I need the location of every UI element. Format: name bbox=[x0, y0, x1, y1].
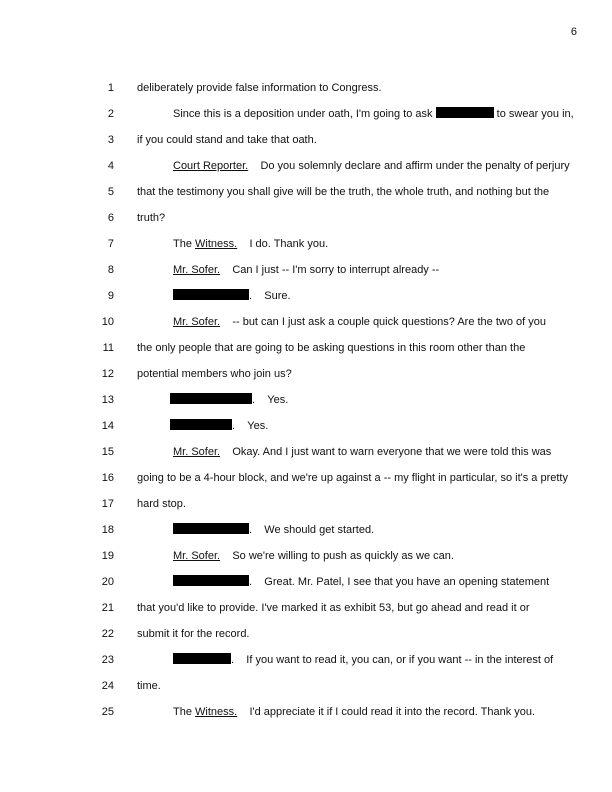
line-text-part: If you want to read it, you can, or if you want -- in the interest of bbox=[246, 654, 554, 666]
line-number: 14 bbox=[101, 420, 114, 432]
transcript-line bbox=[0, 210, 612, 226]
line-text-part: Can I just -- I'm sorry to interrupt already -- bbox=[232, 264, 440, 276]
transcript-line bbox=[0, 704, 612, 720]
line-text bbox=[173, 548, 454, 564]
line-number: 23 bbox=[101, 654, 114, 666]
transcript-line bbox=[0, 652, 612, 668]
line-text: if you could stand and take that oath. bbox=[137, 134, 317, 146]
line-text-part: We should get started. bbox=[264, 524, 375, 536]
line-number: 10 bbox=[101, 316, 114, 328]
line-text bbox=[173, 106, 574, 122]
redaction-bar bbox=[173, 653, 231, 664]
line-text: truth? bbox=[137, 212, 166, 224]
transcript-line bbox=[0, 496, 612, 512]
line-text bbox=[173, 158, 570, 174]
line-text: that you'd like to provide. I've marked it as exhibit 53, but go ahead and read it or bbox=[137, 602, 530, 614]
line-number: 15 bbox=[101, 446, 114, 458]
transcript-line bbox=[0, 600, 612, 616]
line-number: 22 bbox=[101, 628, 114, 640]
line-text: hard stop. bbox=[137, 498, 186, 510]
transcript-line bbox=[0, 184, 612, 200]
redaction-bar bbox=[436, 107, 494, 118]
line-number: 2 bbox=[107, 108, 114, 120]
speaker-sofer: Mr. Sofer. bbox=[173, 550, 221, 562]
line-text: that the testimony you shall give will be the truth, the whole truth, and nothing but the bbox=[137, 186, 550, 198]
transcript-line bbox=[0, 262, 612, 278]
line-number: 24 bbox=[101, 680, 114, 692]
line-text: potential members who join us? bbox=[137, 368, 292, 380]
line-number: 17 bbox=[101, 498, 114, 510]
redaction-bar bbox=[173, 289, 249, 300]
line-text-part: Yes. bbox=[267, 394, 289, 406]
line-number: 13 bbox=[101, 394, 114, 406]
line-number: 16 bbox=[101, 472, 114, 484]
line-number: 19 bbox=[101, 550, 114, 562]
speaker-sofer: Mr. Sofer. bbox=[173, 264, 221, 276]
line-text: going to be a 4-hour block, and we're up against a -- my flight in particular, so it's a pretty bbox=[137, 472, 568, 484]
line-number: 21 bbox=[101, 602, 114, 614]
speaker-prefix: The bbox=[173, 238, 196, 250]
transcript-line bbox=[0, 522, 612, 538]
transcript-line bbox=[0, 392, 612, 408]
line-text-part: Great. Mr. Patel, I see that you have an opening statement bbox=[264, 576, 550, 588]
line-text: . Sure. bbox=[173, 288, 291, 304]
line-text-part: Since this is a deposition under oath, I'm going to ask bbox=[173, 108, 433, 120]
transcript-line bbox=[0, 106, 612, 122]
line-number: 3 bbox=[107, 134, 114, 146]
redaction-bar bbox=[170, 419, 232, 430]
line-number: 18 bbox=[101, 524, 114, 536]
line-text-part: I do. Thank you. bbox=[249, 238, 329, 250]
line-text: the only people that are going to be asking questions in this room other than the bbox=[137, 342, 526, 354]
line-number: 11 bbox=[102, 342, 114, 354]
line-text bbox=[173, 236, 328, 252]
line-number: 9 bbox=[107, 290, 114, 302]
transcript-line bbox=[0, 470, 612, 486]
line-number: 20 bbox=[101, 576, 114, 588]
transcript-line bbox=[0, 678, 612, 694]
line-text: time. bbox=[137, 680, 161, 692]
line-text: . If you want to read it, you can, or if you want -- in the interest of bbox=[173, 652, 553, 668]
line-text: . Great. Mr. Patel, I see that you have an opening statement bbox=[173, 574, 549, 590]
transcript-line bbox=[0, 80, 612, 96]
transcript-line bbox=[0, 132, 612, 148]
transcript-line bbox=[0, 366, 612, 382]
line-text-part: I'd appreciate it if I could read it into the record. Thank you. bbox=[249, 706, 536, 718]
line-number: 25 bbox=[101, 706, 114, 718]
redaction-bar bbox=[173, 523, 249, 534]
line-number: 6 bbox=[107, 212, 114, 224]
line-text: . Yes. bbox=[173, 418, 268, 434]
transcript-line bbox=[0, 418, 612, 434]
transcript-line bbox=[0, 314, 612, 330]
line-number: 1 bbox=[107, 82, 114, 94]
line-text bbox=[173, 262, 439, 278]
line-text-part: to swear you in, bbox=[496, 108, 574, 120]
speaker-prefix: The bbox=[173, 706, 196, 718]
transcript-line bbox=[0, 574, 612, 590]
line-number: 5 bbox=[107, 186, 114, 198]
page-number: 6 bbox=[570, 26, 577, 38]
speaker-witness: Witness. bbox=[195, 238, 238, 250]
line-text-part: Do you solemnly declare and affirm under the penalty of perjury bbox=[260, 160, 570, 172]
transcript-line bbox=[0, 236, 612, 252]
transcript-line bbox=[0, 444, 612, 460]
line-text-part: -- but can I just ask a couple quick questions? Are the two of you bbox=[232, 316, 546, 328]
transcript-line bbox=[0, 288, 612, 304]
line-text-part: So we're willing to push as quickly as we can. bbox=[232, 550, 454, 562]
speaker-sofer: Mr. Sofer. bbox=[173, 316, 221, 328]
speaker-court-reporter: Court Reporter. bbox=[173, 160, 249, 172]
line-text bbox=[173, 314, 546, 330]
transcript-line bbox=[0, 548, 612, 564]
line-number: 8 bbox=[107, 264, 114, 276]
speaker-sofer: Mr. Sofer. bbox=[173, 446, 221, 458]
line-number: 4 bbox=[107, 160, 114, 172]
line-number: 12 bbox=[101, 368, 114, 380]
line-text-part: Okay. And I just want to warn everyone that we were told this was bbox=[232, 446, 552, 458]
line-text-part: Sure. bbox=[264, 290, 291, 302]
redaction-bar bbox=[170, 393, 252, 404]
speaker-witness: Witness. bbox=[195, 706, 238, 718]
line-text: submit it for the record. bbox=[137, 628, 250, 640]
redaction-bar bbox=[173, 575, 249, 586]
line-text bbox=[173, 704, 535, 720]
line-text: deliberately provide false information to Congress. bbox=[137, 82, 382, 94]
transcript-line bbox=[0, 626, 612, 642]
transcript-line bbox=[0, 340, 612, 356]
line-number: 7 bbox=[107, 238, 114, 250]
line-text bbox=[173, 444, 551, 460]
line-text-part: Yes. bbox=[247, 420, 269, 432]
transcript-line bbox=[0, 158, 612, 174]
line-text: . We should get started. bbox=[173, 522, 374, 538]
line-text: . Yes. bbox=[173, 392, 288, 408]
